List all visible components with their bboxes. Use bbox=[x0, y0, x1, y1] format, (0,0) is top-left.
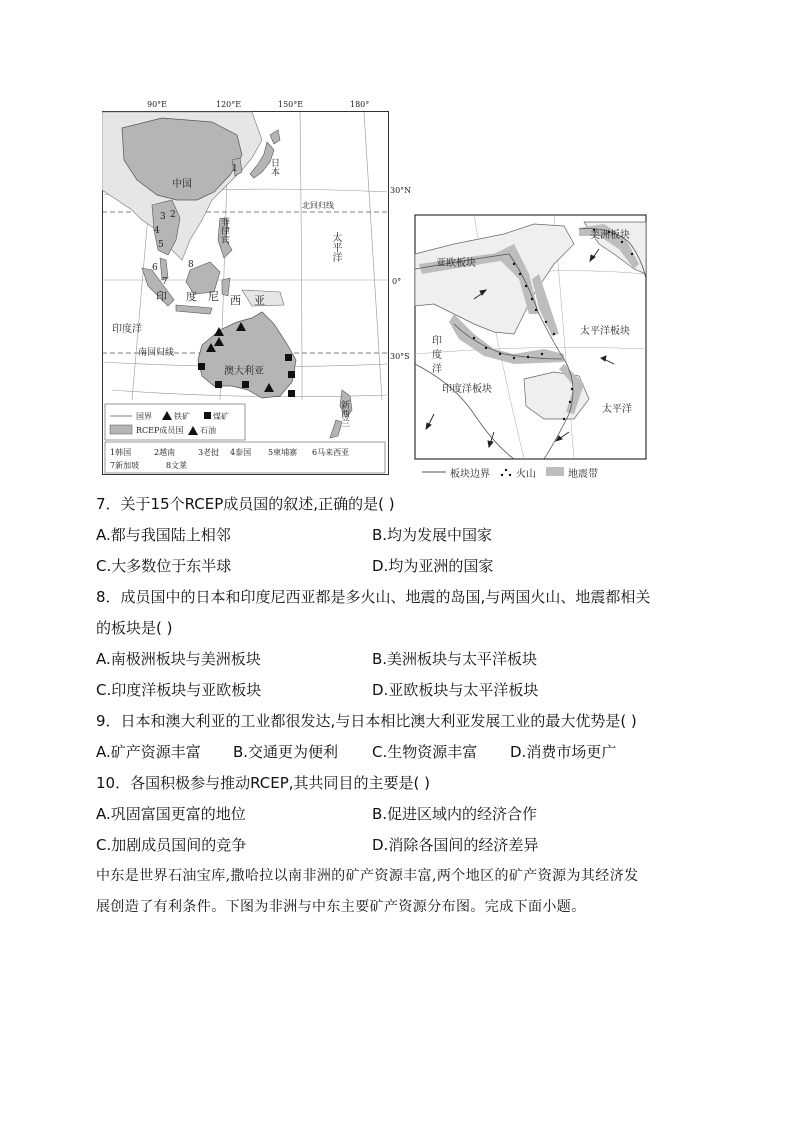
question-stem: 8．成员国中的日本和印度尼西亚都是多火山、地震的岛国,与两国火山、地震都相关 bbox=[96, 588, 651, 606]
indonesia-label: 尼 bbox=[208, 290, 219, 303]
country-number: 5 bbox=[158, 240, 164, 250]
option[interactable]: B.交通更为便利 bbox=[233, 743, 339, 761]
country-number: 4 bbox=[154, 226, 160, 236]
pacific-ocean-label: 太平洋 bbox=[602, 404, 632, 415]
legend-boundary-label: 板块边界 bbox=[450, 469, 490, 480]
rcep-map bbox=[102, 100, 412, 475]
option[interactable]: C.大多数位于东半球 bbox=[96, 557, 232, 575]
lat-label: 30°S bbox=[390, 352, 410, 361]
intro-line: 展创造了有利条件。下图为非洲与中东主要矿产资源分布图。完成下面小题。 bbox=[96, 899, 586, 915]
indian-ocean-label: 度 bbox=[432, 350, 442, 361]
question-stem: 7．关于15个RCEP成员国的叙述,正确的是( ) bbox=[96, 495, 395, 513]
country-number: 2 bbox=[170, 210, 176, 220]
key-item: 6马来西亚 bbox=[312, 448, 350, 457]
pacific-label: 太平洋 bbox=[330, 232, 341, 262]
lon-label: 180° bbox=[350, 100, 370, 109]
option[interactable]: B.促进区域内的经济合作 bbox=[372, 805, 538, 823]
option[interactable]: A.巩固富国更富的地位 bbox=[96, 805, 246, 823]
intro-line: 中东是世界石油宝库,撒哈拉以南非洲的矿产资源丰富,两个地区的矿产资源为其经济发 bbox=[96, 868, 639, 884]
legend-quake-label: 地震带 bbox=[568, 469, 598, 480]
legend-border-label: 国界 bbox=[136, 412, 152, 421]
option[interactable]: A.都与我国陆上相邻 bbox=[96, 526, 231, 544]
legend-rcep-label: RCEP成员国 bbox=[136, 426, 184, 435]
key-item: 7新加坡 bbox=[110, 461, 140, 470]
option[interactable]: B.均为发展中国家 bbox=[372, 526, 493, 544]
key-item: 4泰国 bbox=[230, 448, 252, 457]
australia-label: 澳大利亚 bbox=[224, 366, 264, 377]
lon-label: 150°E bbox=[278, 100, 304, 109]
legend-iron-label: 铁矿 bbox=[174, 412, 190, 421]
question-stem: 10．各国积极参与推动RCEP,其共同目的主要是( ) bbox=[96, 774, 431, 792]
legend-coal-label: 煤矿 bbox=[213, 412, 229, 421]
country-number: 6 bbox=[152, 263, 158, 273]
option[interactable]: C.生物资源丰富 bbox=[372, 743, 478, 761]
indonesia-label: 亚 bbox=[254, 294, 265, 307]
indian-ocean-label: 洋 bbox=[432, 364, 442, 375]
indonesia-label: 西 bbox=[230, 294, 241, 307]
option[interactable]: B.美洲板块与太平洋板块 bbox=[372, 650, 538, 668]
key-item: 1韩国 bbox=[110, 448, 132, 457]
country-number: 7 bbox=[162, 277, 168, 287]
indonesia-label: 度 bbox=[186, 290, 197, 303]
key-item: 8文莱 bbox=[166, 461, 188, 470]
key-item: 2越南 bbox=[154, 448, 176, 457]
country-number: 3 bbox=[160, 212, 166, 222]
tropic-north-label: 北回归线 bbox=[302, 201, 334, 210]
option[interactable]: C.加剧成员国间的竞争 bbox=[96, 836, 247, 854]
option[interactable]: A.矿产资源丰富 bbox=[96, 743, 201, 761]
tropic-south-label: 南回归线 bbox=[138, 348, 175, 358]
japan-label: 日本 bbox=[269, 158, 279, 176]
legend-volcano-label: 火山 bbox=[516, 469, 536, 480]
new-zealand-label: 新西兰 bbox=[339, 400, 349, 427]
key-item: 3老挝 bbox=[198, 448, 220, 457]
lon-label: 90°E bbox=[147, 100, 168, 109]
lat-label: 0° bbox=[392, 277, 402, 286]
pacific-plate-label: 太平洋板块 bbox=[580, 326, 630, 337]
question-stem-continued: 的板块是( ) bbox=[96, 619, 173, 637]
china-label: 中国 bbox=[172, 179, 192, 190]
indian-plate-label: 印度洋板块 bbox=[442, 384, 492, 395]
question-stem: 9．日本和澳大利亚的工业都很发达,与日本相比澳大利亚发展工业的最大优势是( ) bbox=[96, 712, 637, 730]
american-plate-label: 美洲板块 bbox=[590, 230, 630, 241]
country-number: 1 bbox=[232, 164, 238, 174]
plate-map bbox=[414, 214, 648, 482]
option[interactable]: C.印度洋板块与亚欧板块 bbox=[96, 681, 262, 699]
lat-label: 30°N bbox=[390, 186, 412, 195]
lon-label: 120°E bbox=[216, 100, 242, 109]
key-item: 5柬埔寨 bbox=[268, 448, 298, 457]
philippines-label: 菲律宾 bbox=[219, 217, 229, 244]
indian-ocean-label: 印度洋 bbox=[112, 324, 142, 335]
legend-oil-label: 石油 bbox=[200, 426, 216, 435]
eurasian-plate-label: 亚欧板块 bbox=[436, 258, 476, 269]
country-number: 8 bbox=[188, 260, 194, 270]
option[interactable]: D.亚欧板块与太平洋板块 bbox=[372, 681, 539, 699]
option[interactable]: D.消费市场更广 bbox=[510, 743, 617, 761]
indian-ocean-label: 印 bbox=[432, 336, 442, 347]
option[interactable]: A.南极洲板块与美洲板块 bbox=[96, 650, 261, 668]
option[interactable]: D.消除各国间的经济差异 bbox=[372, 836, 539, 854]
indonesia-label: 印 bbox=[156, 290, 167, 303]
option[interactable]: D.均为亚洲的国家 bbox=[372, 557, 494, 575]
